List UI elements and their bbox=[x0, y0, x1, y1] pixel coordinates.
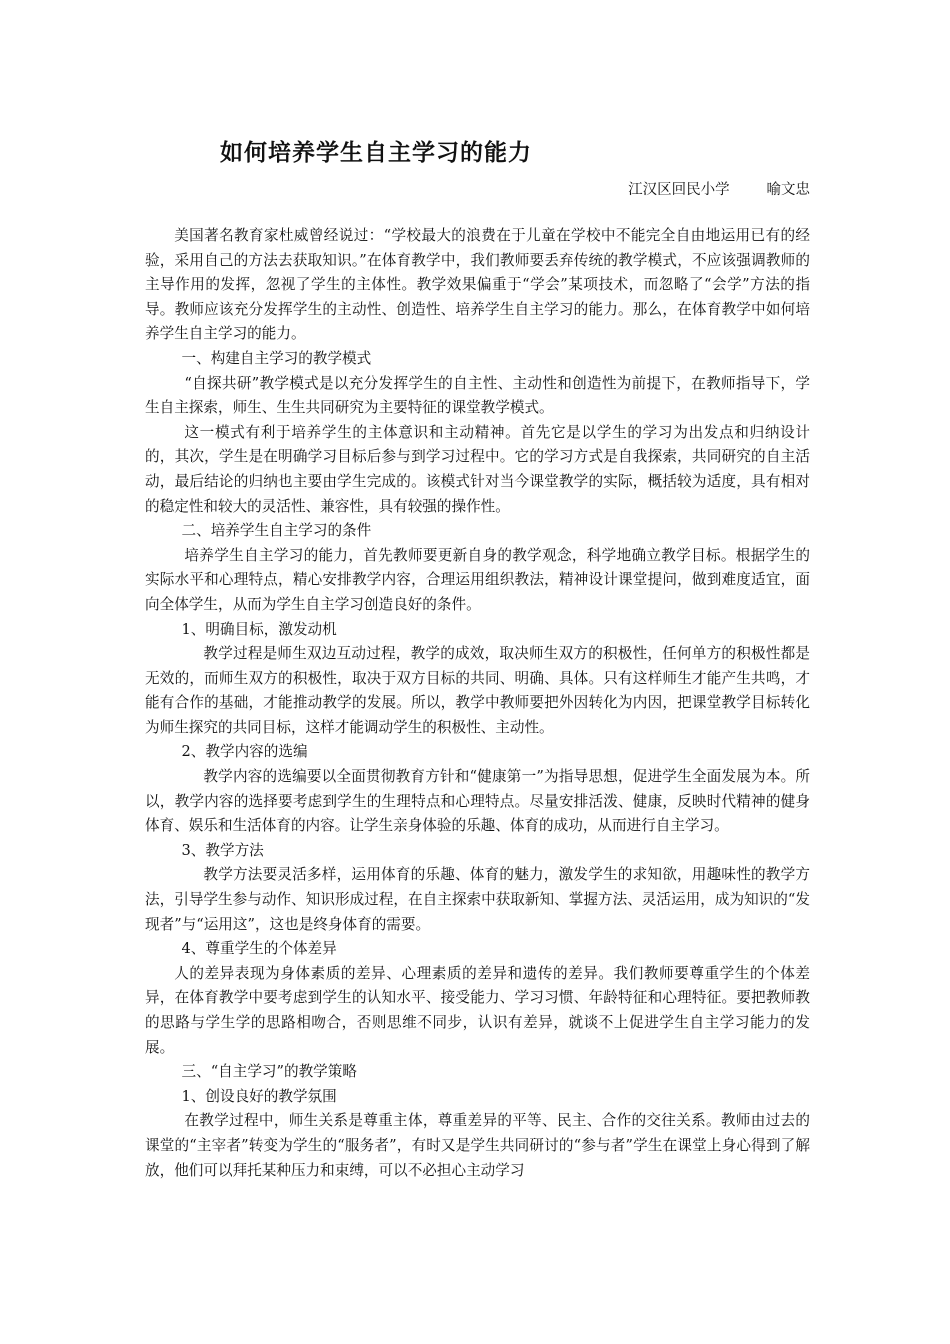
paragraph: 教学方法要灵活多样，运用体育的乐趣、体育的魅力，激发学生的求知欲，用趣味性的教学方法，引导学生参与动作、知识形成过程，在自主探索中获取新知、掌握方法、灵活运用，成为知识的“发现者”与“运用这”，这也是终身体育的需要。 bbox=[145, 866, 810, 933]
paragraph: 教学内容的选编要以全面贯彻教育方针和“健康第一”为指导思想，促进学生全面发展为本。所以，教学内容的选择要考虑到学生的生理特点和心理特点。尽量安排活泼、健康，反映时代精神的健身体育、娱乐和生活体育的内容。让学生亲身体验的乐趣、体育的成功，从而进行自主学习。 bbox=[145, 768, 810, 835]
paragraph: 教学过程是师生双边互动过程，教学的成效，取决师生双方的积极性，任何单方的积极性都是无效的，而师生双方的积极性，取决于双方目标的共同、明确、具体。只有这样师生才能产生共鸣，才能有合作的基础，才能推动教学的发展。所以，教学中教师要把外因转化为内因，把课堂教学目标转化为师生探究的共同目标，这样才能调动学生的积极性、主动性。 bbox=[145, 645, 810, 736]
paragraph: 1、创设良好的教学氛围 bbox=[181, 1087, 337, 1105]
paragraph: 3、教学方法 bbox=[181, 841, 264, 859]
paragraph: “自探共研”教学模式是以充分发挥学生的自主性、主动性和创造性为前提下，在教师指导下，学生自主探索，师生、生生共同研究为主要特征的课堂教学模式。 bbox=[145, 374, 810, 417]
paragraph: 在教学过程中，师生关系是尊重主体，尊重差异的平等、民主、合作的交往关系。教师由过去的课堂的“主宰者”转变为学生的“服务者”，有时又是学生共同研讨的“参与者”学生在课堂上身心得到了解放，他们可以拜托某种压力和束缚，可以不必担心主动学习 bbox=[145, 1112, 810, 1179]
paragraph: 三、“自主学习”的教学策略 bbox=[181, 1063, 357, 1081]
paragraph: 美国著名教育家杜威曾经说过：“学校最大的浪费在于儿童在学校中不能完全自由地运用已有的经验，采用自己的方法去获取知识。”在体育教学中，我们教师要丢弃传统的教学模式，不应该强调教师的主导作用的发挥，忽视了学生的主体性。教学效果偏重于“学会”某项技术，而忽略了“会学”方法的指导。教师应该充分发挥学生的主动性、创造性、培养学生自主学习的能力。那么，在体育教学中如何培养学生自主学习的能力。 bbox=[145, 227, 810, 343]
document-title: 如何培养学生自主学习的能力 bbox=[220, 140, 532, 166]
paragraph: 二、培养学生自主学习的条件 bbox=[181, 522, 372, 540]
paragraph: 4、尊重学生的个体差异 bbox=[181, 940, 337, 958]
paragraph: 这一模式有利于培养学生的主体意识和主动精神。首先它是以学生的学习为出发点和归纳设计的，其次，学生是在明确学习目标后参与到学习过程中。它的学习方式是自我探索，共同研究的自主活动，最后结论的归纳也主要由学生完成的。该模式针对当今课堂教学的实际，概括较为适度，具有相对的稳定性和较大的灵活性、兼容性，具有较强的操作性。 bbox=[145, 423, 810, 515]
document-body bbox=[145, 224, 810, 1183]
paragraph: 人的差异表现为身体素质的差异、心理素质的差异和遗传的差异。我们教师要尊重学生的个体差异，在体育教学中要考虑到学生的认知水平、接受能力、学习习惯、年龄特征和心理特征。要把教师教的思路与学生学的思路相吻合，否则思维不同步，认识有差异，就谈不上促进学生自主学习能力的发展。 bbox=[145, 964, 810, 1056]
paragraph: 培养学生自主学习的能力，首先教师要更新自身的教学观念，科学地确立教学目标。根据学生的实际水平和心理特点，精心安排教学内容，合理运用组织教法，精神设计课堂提问，做到难度适宜，面向全体学生，从而为学生自主学习创造良好的条件。 bbox=[145, 546, 810, 613]
paragraph: 2、教学内容的选编 bbox=[181, 743, 308, 761]
paragraph: 1、明确目标，激发动机 bbox=[181, 620, 337, 638]
paragraph: 一、构建自主学习的教学模式 bbox=[181, 349, 372, 367]
author-byline: 江汉区回民小学 喻文忠 bbox=[628, 182, 810, 198]
